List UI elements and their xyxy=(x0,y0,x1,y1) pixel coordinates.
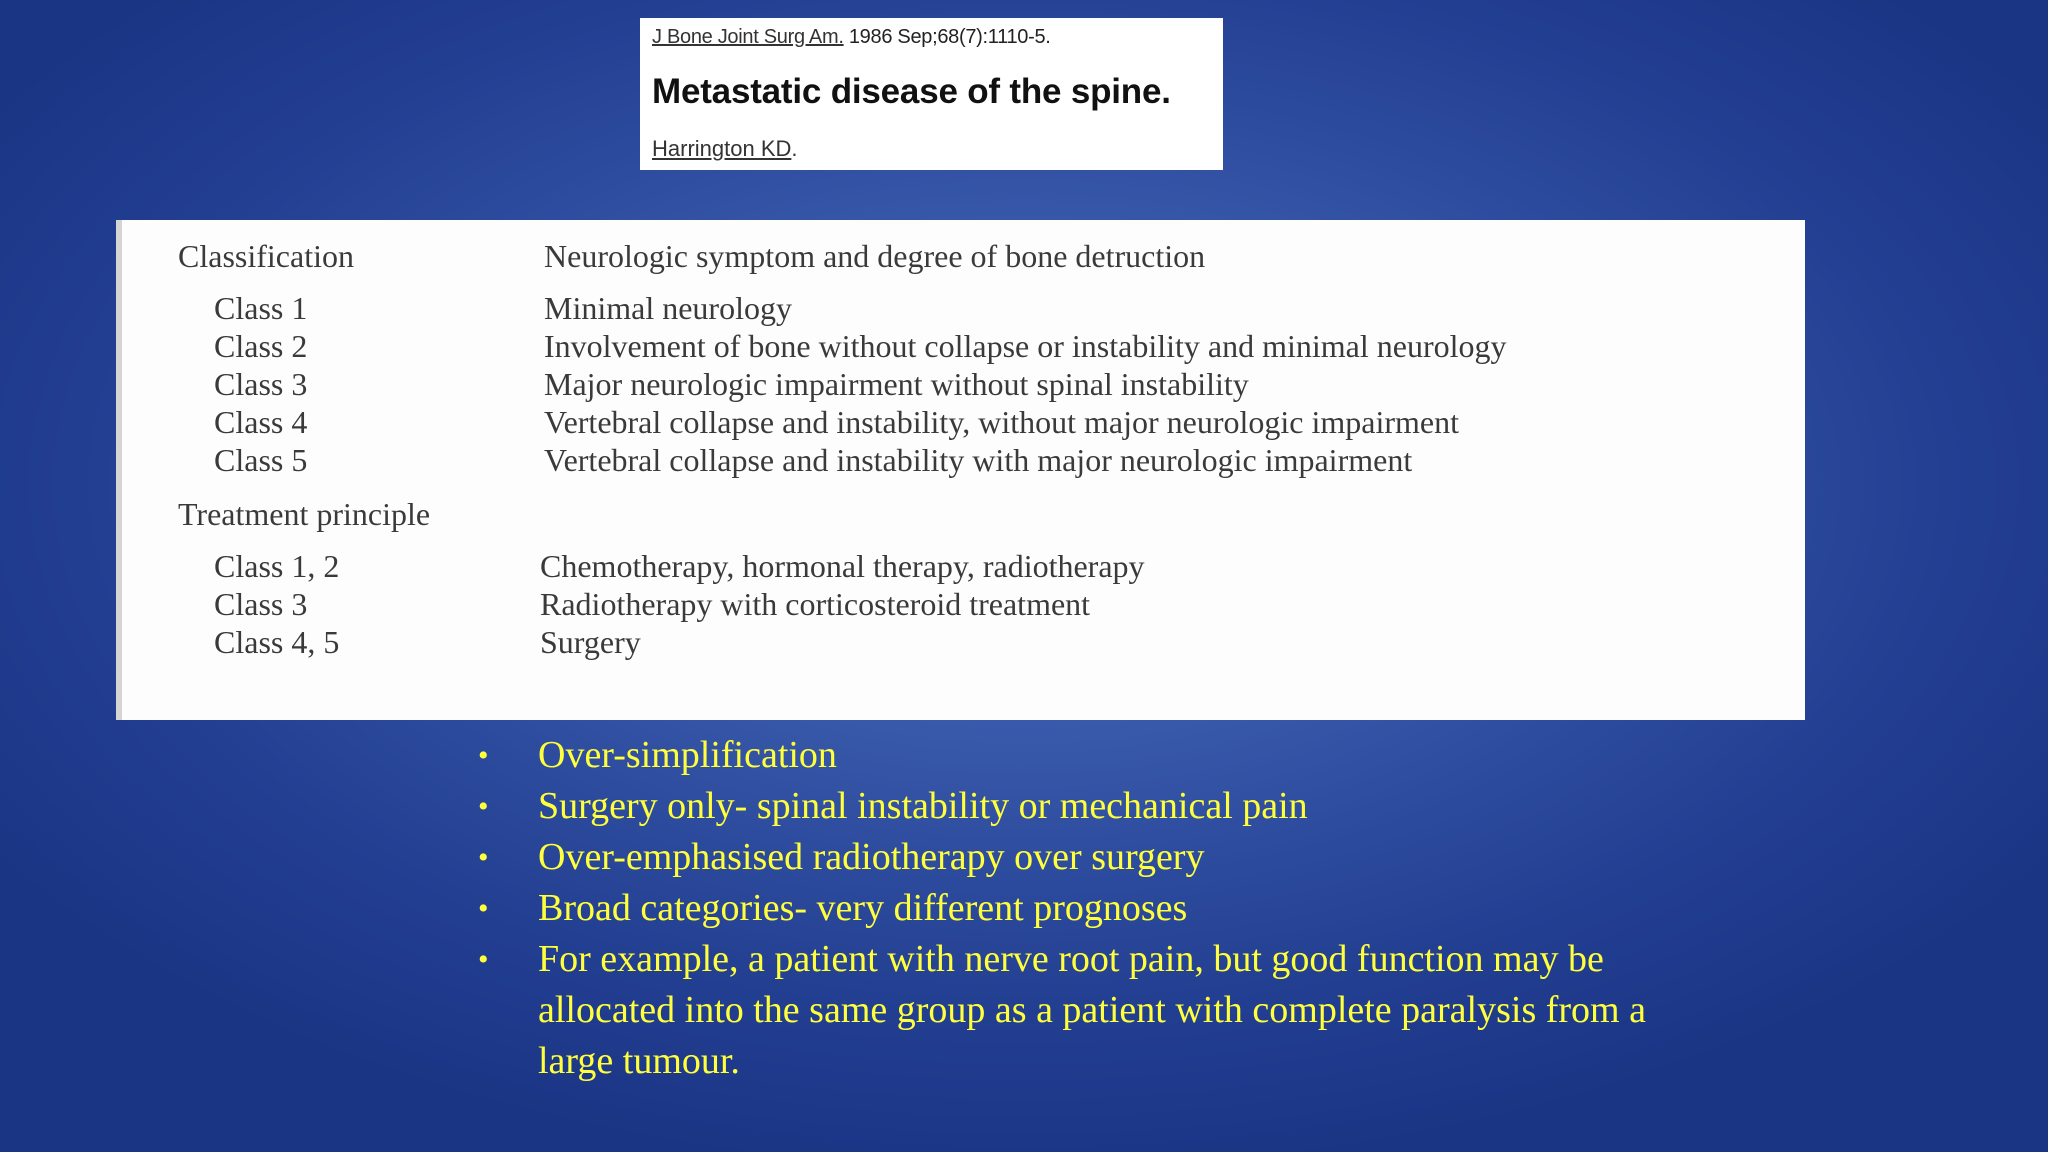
bullet-list xyxy=(470,730,1670,1087)
bullet-text: Surgery only- spinal instability or mechanical pain xyxy=(538,785,1308,827)
bullet-text: For example, a patient with nerve root pain, but good function may be allocated into the same group as a patient with complete paralysis from a large tumour. xyxy=(538,938,1646,1082)
journal-date-volume: 1986 Sep;68(7):1110-5. xyxy=(843,26,1051,48)
author-suffix: . xyxy=(791,136,798,161)
bullet-text: Over-simplification xyxy=(538,734,837,776)
header-neurologic: Neurologic symptom and degree of bone detruction xyxy=(544,238,1206,274)
paper-title: Metastatic disease of the spine. xyxy=(652,72,1171,111)
class-desc: Vertebral collapse and instability with major neurologic impairment xyxy=(544,442,1413,478)
treatment-desc: Chemotherapy, hormonal therapy, radiotherapy xyxy=(540,548,1145,584)
bullet-dot: • xyxy=(478,943,489,976)
class-desc: Minimal neurology xyxy=(544,290,792,326)
header-classification: Classification xyxy=(178,238,354,274)
class-label: Class 5 xyxy=(214,442,308,478)
journal-link[interactable]: J Bone Joint Surg Am. xyxy=(652,26,844,48)
treatment-desc: Radiotherapy with corticosteroid treatment xyxy=(540,586,1091,622)
bullet-dot: • xyxy=(478,892,489,925)
class-label: Class 1 xyxy=(214,290,308,326)
treatment-class-label: Class 1, 2 xyxy=(214,548,340,584)
list-item xyxy=(470,934,1670,1087)
list-item xyxy=(470,832,1670,883)
class-label: Class 3 xyxy=(214,366,308,402)
treatment-desc: Surgery xyxy=(540,624,641,660)
list-item xyxy=(470,883,1670,934)
class-label: Class 2 xyxy=(214,328,308,364)
class-label: Class 4 xyxy=(214,404,308,440)
class-desc: Vertebral collapse and instability, without major neurologic impairment xyxy=(544,404,1460,440)
list-item xyxy=(470,730,1670,781)
treatment-class-label: Class 3 xyxy=(214,586,308,622)
bullet-text: Over-emphasised radiotherapy over surgery xyxy=(538,836,1205,878)
author-line xyxy=(652,136,798,162)
treatment-class-label: Class 4, 5 xyxy=(214,624,340,660)
bullet-dot: • xyxy=(478,739,489,772)
class-desc: Major neurologic impairment without spinal instability xyxy=(544,366,1249,402)
citation-box xyxy=(640,18,1223,170)
bullet-dot: • xyxy=(478,790,489,823)
treatment-principle-label: Treatment principle xyxy=(178,496,431,532)
author-link[interactable]: Harrington KD xyxy=(652,136,792,161)
list-item xyxy=(470,781,1670,832)
bullet-text: Broad categories- very different prognoses xyxy=(538,887,1188,929)
class-desc: Involvement of bone without collapse or instability and minimal neurology xyxy=(544,328,1507,364)
bullet-dot: • xyxy=(478,841,489,874)
journal-line xyxy=(652,26,1051,49)
classification-table xyxy=(116,220,1805,720)
